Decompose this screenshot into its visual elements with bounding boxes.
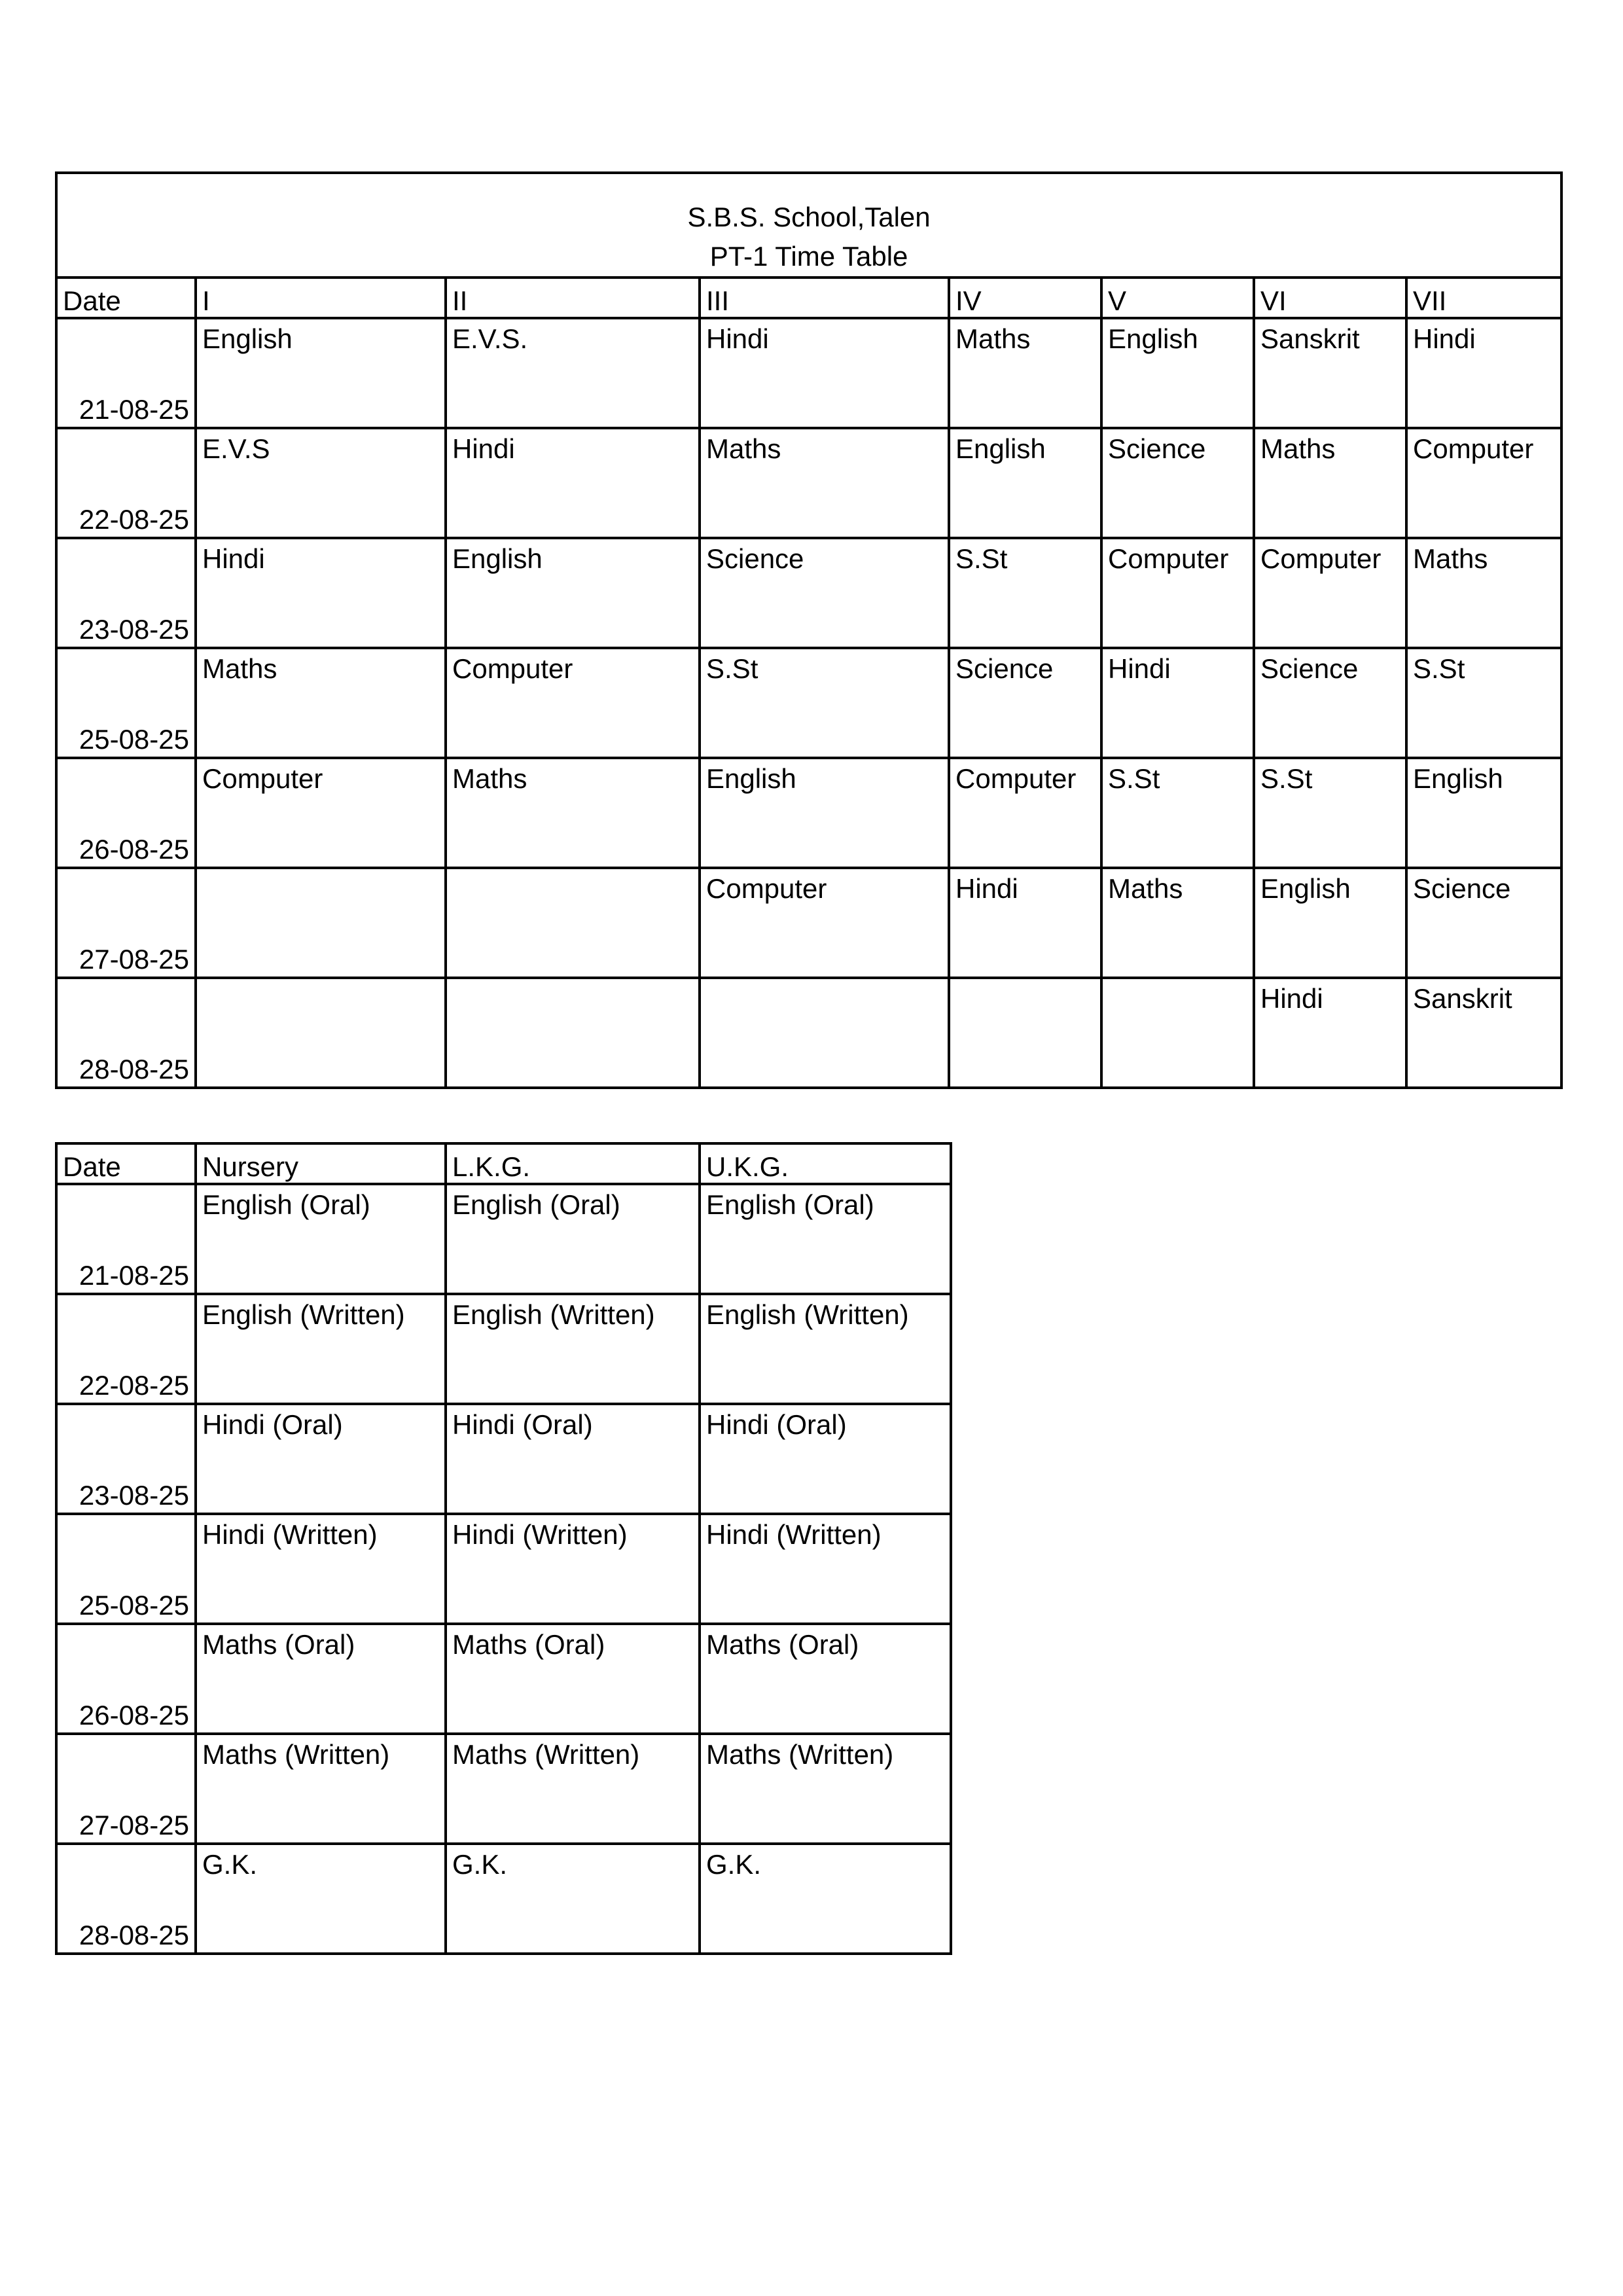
table-row (56, 978, 1561, 1088)
subject-cell: G.K. (196, 1844, 446, 1954)
class-column-header: III (700, 278, 949, 318)
subject-cell: Maths (700, 428, 949, 538)
subject-cell: English (1406, 758, 1561, 868)
subject-cell (700, 978, 949, 1088)
subject-cell: Computer (1101, 538, 1254, 648)
subject-cell: Maths (1254, 428, 1406, 538)
subject-cell: Hindi (1101, 648, 1254, 758)
subject-cell: Science (1406, 868, 1561, 978)
subject-cell: Hindi (949, 868, 1101, 978)
timetable-title (56, 173, 1561, 278)
subject-cell: Maths (Written) (196, 1734, 446, 1844)
table-row (56, 758, 1561, 868)
table-row (56, 868, 1561, 978)
subject-cell: English (Written) (700, 1294, 951, 1404)
date-cell: 21-08-25 (56, 1184, 196, 1294)
subject-cell: Computer (1254, 538, 1406, 648)
subject-cell: Hindi (196, 538, 446, 648)
subject-cell (196, 868, 446, 978)
date-cell: 27-08-25 (56, 1734, 196, 1844)
subject-cell: S.St (949, 538, 1101, 648)
table-row (56, 1624, 951, 1734)
subject-cell: Science (949, 648, 1101, 758)
class-column-header: IV (949, 278, 1101, 318)
subject-cell: E.V.S. (446, 318, 700, 428)
class-column-header: Nursery (196, 1143, 446, 1184)
subject-cell: Maths (1406, 538, 1561, 648)
table-row (56, 1514, 951, 1624)
subject-cell: English (1254, 868, 1406, 978)
subject-cell: S.St (1101, 758, 1254, 868)
subject-cell: Hindi (Written) (196, 1514, 446, 1624)
subject-cell: Maths (Oral) (700, 1624, 951, 1734)
subject-cell: Hindi (Oral) (446, 1404, 700, 1514)
subject-cell: Maths (Written) (446, 1734, 700, 1844)
subject-cell: English (1101, 318, 1254, 428)
header-row (56, 1143, 951, 1184)
subject-cell: Hindi (Oral) (196, 1404, 446, 1514)
subject-cell (1101, 978, 1254, 1088)
subject-cell: English (Oral) (700, 1184, 951, 1294)
class-column-header: V (1101, 278, 1254, 318)
date-cell: 25-08-25 (56, 648, 196, 758)
class-column-header: L.K.G. (446, 1143, 700, 1184)
subject-cell: G.K. (446, 1844, 700, 1954)
subject-cell: English (Written) (446, 1294, 700, 1404)
subject-cell (949, 978, 1101, 1088)
table-row (56, 538, 1561, 648)
class-column-header: VII (1406, 278, 1561, 318)
subject-cell: English (Oral) (446, 1184, 700, 1294)
class-column-header: VI (1254, 278, 1406, 318)
date-cell: 22-08-25 (56, 428, 196, 538)
table-row (56, 1184, 951, 1294)
subject-cell (446, 868, 700, 978)
subject-cell: S.St (1406, 648, 1561, 758)
class-column-header: U.K.G. (700, 1143, 951, 1184)
subject-cell: Maths (Oral) (196, 1624, 446, 1734)
subject-cell: E.V.S (196, 428, 446, 538)
date-cell: 27-08-25 (56, 868, 196, 978)
table-row (56, 648, 1561, 758)
class-column-header: I (196, 278, 446, 318)
subject-cell: Maths (949, 318, 1101, 428)
subject-cell (196, 978, 446, 1088)
exam-title: PT-1 Time Table (709, 241, 908, 272)
subject-cell: English (700, 758, 949, 868)
date-cell: 28-08-25 (56, 978, 196, 1088)
subject-cell: Maths (196, 648, 446, 758)
date-cell: 28-08-25 (56, 1844, 196, 1954)
date-cell: 22-08-25 (56, 1294, 196, 1404)
date-cell: 23-08-25 (56, 538, 196, 648)
subject-cell: English (Written) (196, 1294, 446, 1404)
date-cell: 21-08-25 (56, 318, 196, 428)
subject-cell: Computer (949, 758, 1101, 868)
subject-cell: Sanskrit (1406, 978, 1561, 1088)
subject-cell: Science (700, 538, 949, 648)
subject-cell: Hindi (Oral) (700, 1404, 951, 1514)
date-cell: 26-08-25 (56, 758, 196, 868)
class-column-header: II (446, 278, 700, 318)
table-row (56, 1404, 951, 1514)
pre-primary-timetable (55, 1142, 952, 1955)
subject-cell: S.St (700, 648, 949, 758)
subject-cell: Computer (700, 868, 949, 978)
subject-cell: English (949, 428, 1101, 538)
subject-cell: English (196, 318, 446, 428)
subject-cell: Hindi (1254, 978, 1406, 1088)
subject-cell: Hindi (Written) (446, 1514, 700, 1624)
subject-cell: G.K. (700, 1844, 951, 1954)
subject-cell: Maths (Written) (700, 1734, 951, 1844)
table-row (56, 1294, 951, 1404)
date-column-header: Date (56, 278, 196, 318)
subject-cell: Maths (446, 758, 700, 868)
subject-cell: Computer (196, 758, 446, 868)
table-row (56, 1844, 951, 1954)
table-row (56, 1734, 951, 1844)
main-timetable (55, 171, 1563, 1089)
school-name: S.B.S. School,Talen (687, 202, 931, 232)
subject-cell: Science (1101, 428, 1254, 538)
subject-cell: Sanskrit (1254, 318, 1406, 428)
subject-cell: English (Oral) (196, 1184, 446, 1294)
header-row (56, 278, 1561, 318)
subject-cell: Science (1254, 648, 1406, 758)
subject-cell: Hindi (446, 428, 700, 538)
date-cell: 23-08-25 (56, 1404, 196, 1514)
subject-cell: Hindi (700, 318, 949, 428)
date-column-header: Date (56, 1143, 196, 1184)
subject-cell: Hindi (Written) (700, 1514, 951, 1624)
subject-cell: English (446, 538, 700, 648)
subject-cell: Maths (Oral) (446, 1624, 700, 1734)
table-row (56, 318, 1561, 428)
date-cell: 25-08-25 (56, 1514, 196, 1624)
date-cell: 26-08-25 (56, 1624, 196, 1734)
subject-cell: S.St (1254, 758, 1406, 868)
subject-cell: Hindi (1406, 318, 1561, 428)
subject-cell (446, 978, 700, 1088)
subject-cell: Computer (1406, 428, 1561, 538)
subject-cell: Computer (446, 648, 700, 758)
subject-cell: Maths (1101, 868, 1254, 978)
table-row (56, 428, 1561, 538)
